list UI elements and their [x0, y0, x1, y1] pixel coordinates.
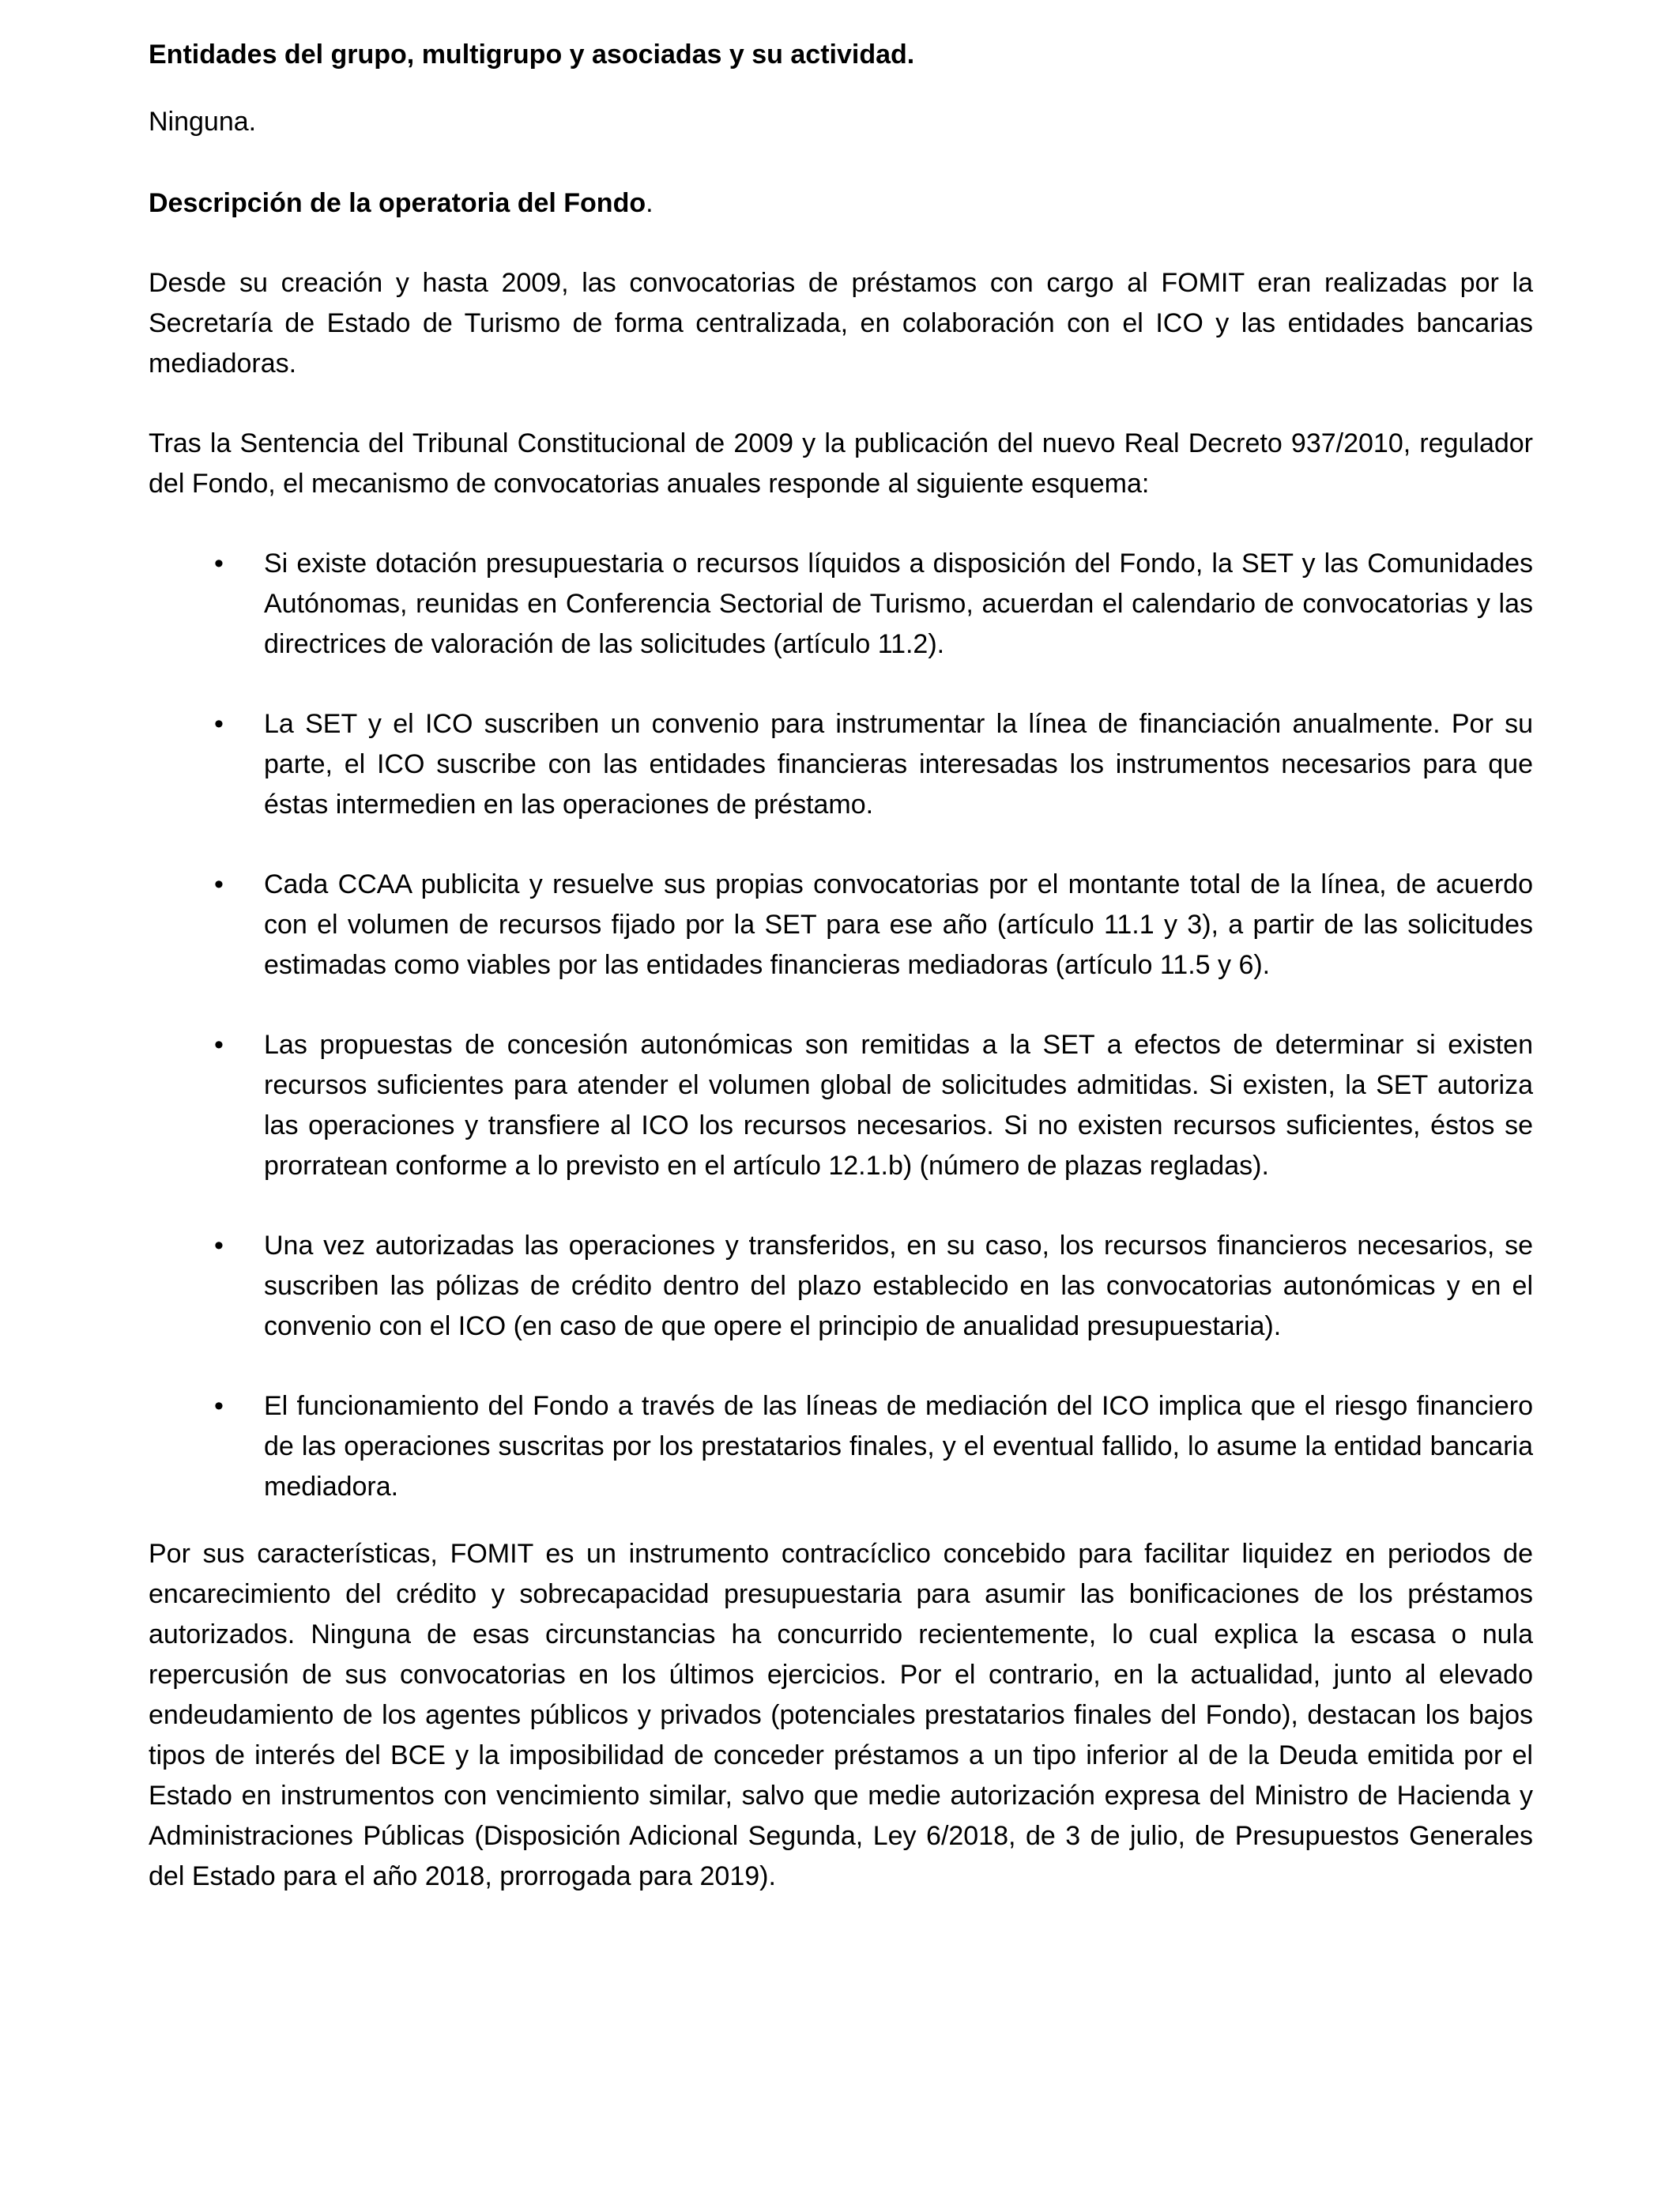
- list-item-text: Las propuestas de concesión autonómicas son remitidas a la SET a efectos de determinar si existen recursos suficientes para atender el volumen global de solicitudes admitidas. Si existen, la SET autoriza las operaciones y transfiere al ICO los recursos necesarios. Si no existen recursos suficientes, éstos se prorratean conforme a lo previsto en el artículo 12.1.b) (número de plazas regladas).: [264, 1030, 1533, 1181]
- heading-entidades: Entidades del grupo, multigrupo y asociadas y su actividad.: [149, 40, 915, 70]
- list-item-text: El funcionamiento del Fondo a través de las líneas de mediación del ICO implica que el riesgo financiero de las operaciones suscritas por los prestatarios finales, y el eventual fallido, lo asume la entidad bancaria mediadora.: [264, 1391, 1533, 1502]
- list-item: [149, 544, 1533, 665]
- bullet-icon: •: [214, 1231, 224, 1261]
- list-item: [149, 1226, 1533, 1347]
- document-page: [149, 35, 1533, 1897]
- bullet-icon: •: [214, 709, 224, 739]
- list-item-text: Una vez autorizadas las operaciones y transferidos, en su caso, los recursos financieros necesarios, se suscriben las pólizas de crédito dentro del plazo establecido en las convocatorias autonómicas y en el convenio con el ICO (en caso de que opere el principio de anualidad presupuestaria).: [264, 1231, 1533, 1341]
- bullet-list: [149, 544, 1533, 1507]
- bullet-icon: •: [214, 1391, 224, 1421]
- list-item: [149, 1025, 1533, 1186]
- bullet-icon: •: [214, 1030, 224, 1060]
- heading-descripcion-line: [149, 183, 1533, 224]
- heading-descripcion: Descripción de la operatoria del Fondo: [149, 188, 646, 218]
- paragraph-caracteristicas: Por sus características, FOMIT es un instrumento contracíclico concebido para facilitar liquidez en periodos de encarecimiento del crédito y sobrecapacidad presupuestaria para asumir las bonificaciones de los préstamos autorizados. Ninguna de esas circunstancias ha concurrido recientemente, lo cual explica la escasa o nula repercusión de sus convocatorias en los últimos ejercicios. Por el contrario, en la actualidad, junto al elevado endeudamiento de los agentes públicos y privados (potenciales prestatarios finales del Fondo), destacan los bajos tipos de interés del BCE y la imposibilidad de conceder préstamos a un tipo inferior al de la Deuda emitida por el Estado en instrumentos con vencimiento similar, salvo que medie autorización expresa del Ministro de Hacienda y Administraciones Públicas (Disposición Adicional Segunda, Ley 6/2018, de 3 de julio, de Presupuestos Generales del Estado para el año 2018, prorrogada para 2019).: [149, 1539, 1533, 1891]
- list-item-text: Si existe dotación presupuestaria o recursos líquidos a disposición del Fondo, la SET y las Comunidades Autónomas, reunidas en Conferencia Sectorial de Turismo, acuerdan el calendario de convocatorias y las directrices de valoración de las solicitudes (artículo 11.2).: [264, 548, 1533, 659]
- heading-descripcion-period: .: [646, 188, 654, 218]
- bullet-icon: •: [214, 548, 224, 579]
- paragraph-creacion: Desde su creación y hasta 2009, las convocatorias de préstamos con cargo al FOMIT eran realizadas por la Secretaría de Estado de Turismo de forma centralizada, en colaboración con el ICO y las entidades bancarias mediadoras.: [149, 268, 1533, 379]
- list-item: [149, 865, 1533, 986]
- bullet-icon: •: [214, 869, 224, 899]
- list-item-text: Cada CCAA publicita y resuelve sus propias convocatorias por el montante total de la línea, de acuerdo con el volumen de recursos fijado por la SET para ese año (artículo 11.1 y 3), a partir de las solicitudes estimadas como viables por las entidades financieras mediadoras (artículo 11.5 y 6).: [264, 869, 1533, 980]
- list-item-text: La SET y el ICO suscriben un convenio para instrumentar la línea de financiación anualmente. Por su parte, el ICO suscribe con las entidades financieras interesadas los instrumentos necesarios para que éstas intermedien en las operaciones de préstamo.: [264, 709, 1533, 820]
- list-item: [149, 1386, 1533, 1507]
- paragraph-ninguna: Ninguna.: [149, 107, 257, 137]
- list-item: [149, 704, 1533, 825]
- paragraph-sentencia: Tras la Sentencia del Tribunal Constitucional de 2009 y la publicación del nuevo Real Decreto 937/2010, regulador del Fondo, el mecanismo de convocatorias anuales responde al siguiente esquema:: [149, 428, 1533, 499]
